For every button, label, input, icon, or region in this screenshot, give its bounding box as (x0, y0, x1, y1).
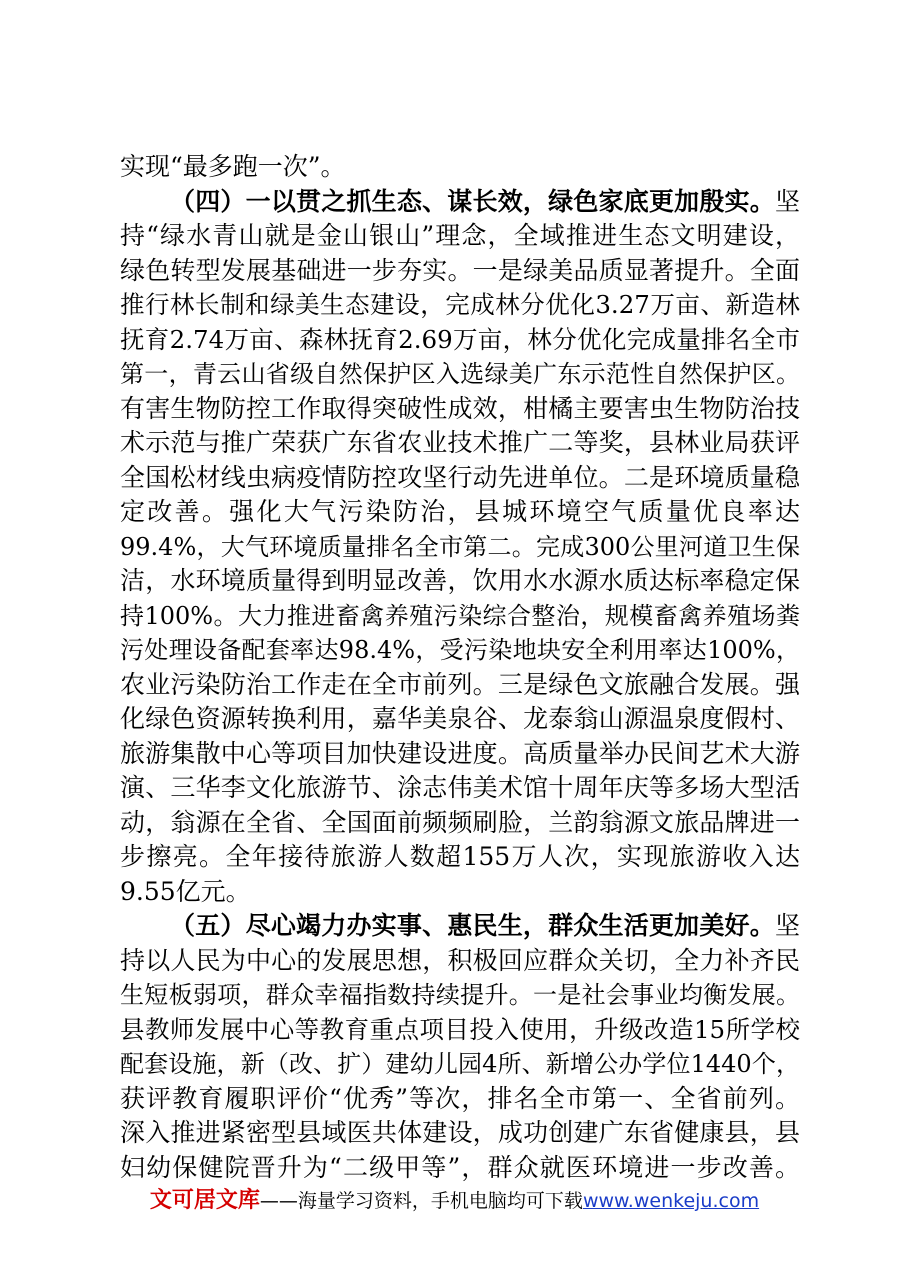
text-line: 99.4%，大气环境质量排名全市第二。完成300公里河道卫生保 (120, 532, 800, 561)
text-line: 动，翁源在全省、全国面前频频刷脸，兰韵翁源文旅品牌进一 (120, 807, 800, 837)
text-line: 有害生物防控工作取得突破性成效，柑橘主要害虫生物防治技 (120, 393, 800, 423)
text-line: 生短板弱项，群众幸福指数持续提升。一是社会事业均衡发展。 (120, 981, 800, 1009)
text-line: 持100%。大力推进畜禽养殖污染综合整治，规模畜禽养殖场粪 (120, 601, 800, 630)
text-line: 术示范与推广荣获广东省农业技术推广二等奖，县林业局获评 (120, 428, 800, 457)
text-line: 全国松材线虫病疫情防控攻坚行动先进单位。二是环境质量稳 (120, 462, 800, 492)
text-line: 化绿色资源转换利用，嘉华美泉谷、龙泰翁山源温泉度假村、 (120, 704, 800, 733)
footer-website-link[interactable]: www.wenkeju.com (582, 1190, 760, 1212)
text-line: 第一，青云山省级自然保护区入选绿美广东示范性自然保护区。 (120, 360, 800, 388)
text-line: 9.55亿元。 (120, 876, 251, 906)
text-line: 步擦亮。全年接待旅游人数超155万人次，实现旅游收入达 (120, 842, 800, 871)
text-line: 定改善。强化大气污染防治，县城环境空气质量优良率达 (120, 497, 800, 526)
text-line: 深入推进紧密型县域医共体建设，成功创建广东省健康县，县 (120, 1118, 800, 1147)
section-heading-line (120, 909, 800, 944)
text-line: 持以人民为中心的发展思想，积极回应群众关切，全力补齐民 (120, 945, 800, 975)
text-line: 实现“最多跑一次”。 (120, 152, 346, 181)
section-heading: （四）一以贯之抓生态、谋长效，绿色家底更加殷实。 (170, 186, 775, 216)
text-line: 配套设施，新（改、扩）建幼儿园4所、新增公办学位1440个， (120, 1050, 800, 1078)
footer-brand: 文可居文库 (149, 1188, 260, 1213)
text-fragment: 坚 (774, 186, 800, 216)
text-line: 妇幼保健院晋升为“二级甲等”，群众就医环境进一步改善。 (120, 1152, 800, 1182)
text-line: 推行林长制和绿美生态建设，完成林分优化3.27万亩、新造林 (120, 290, 800, 319)
document-body (120, 150, 800, 1185)
text-line: 洁，水环境质量得到明显改善，饮用水水源水质达标率稳定保 (120, 566, 800, 595)
text-line: 县教师发展中心等教育重点项目投入使用，升级改造15所学校 (120, 1014, 800, 1044)
text-line: 污处理设备配套率达98.4%，受污染地块安全利用率达100%， (120, 636, 800, 664)
section-heading: （五）尽心竭力办实事、惠民生，群众生活更加美好。 (170, 911, 775, 940)
text-fragment: 坚 (774, 911, 800, 940)
footer-slogan: ——海量学习资料，手机电脑均可下载 (259, 1190, 583, 1212)
section-heading-line (120, 185, 800, 220)
text-line: 获评教育履职评价“优秀”等次，排名全市第一、全省前列。 (120, 1083, 800, 1113)
text-line: 旅游集散中心等项目加快建设进度。高质量举办民间艺术大游 (120, 738, 800, 768)
text-line: 抚育2.74万亩、森林抚育2.69万亩，林分优化完成量排名全市 (120, 324, 800, 354)
text-line: 绿色转型发展基础进一步夯实。一是绿美品质显著提升。全面 (120, 255, 800, 285)
text-line: 演、三华李文化旅游节、涂志伟美术馆十周年庆等多场大型活 (120, 773, 800, 802)
text-line: 农业污染防治工作走在全市前列。三是绿色文旅融合发展。强 (120, 669, 800, 699)
text-line: 持“绿水青山就是金山银山”理念，全域推进生态文明建设， (120, 221, 800, 250)
footer-banner (0, 1183, 909, 1214)
